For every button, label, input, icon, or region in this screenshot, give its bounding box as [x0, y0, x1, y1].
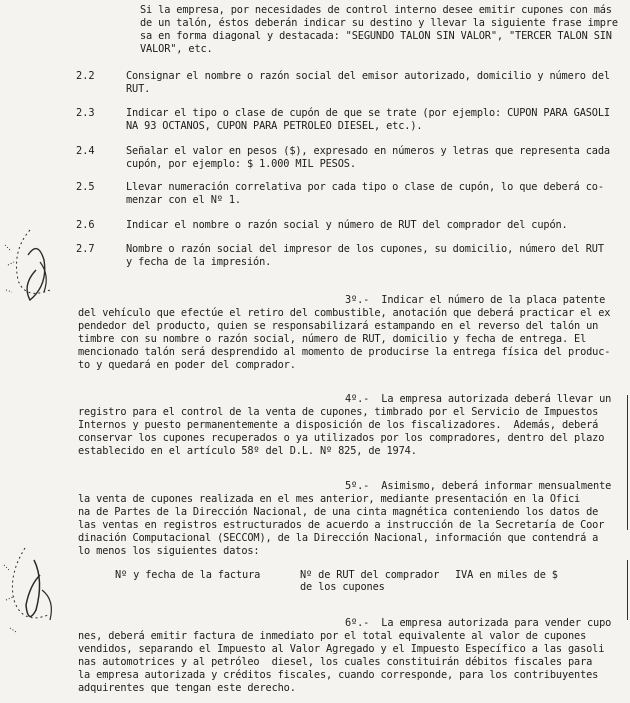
text-line: pendedor del producto, quien se responsabilizará estampando en el reverso del talón un: [78, 320, 599, 332]
data-field-rut-cont: de los cupones: [300, 581, 385, 593]
text-line: mencionado talón será desprendido al momento de producirse la entrega física del produc-: [78, 346, 611, 358]
item-number: 2.6: [76, 219, 95, 231]
text-line: las ventas en registros estructurados de acuerdo a instrucción de la Secretaría de Coor: [78, 519, 605, 531]
item-number: 2.5: [76, 181, 95, 193]
text-line: vendidos, separando el Impuesto al Valor Agregado y el Impuesto Específico a las gasoli: [78, 643, 605, 655]
margin-rule: [627, 560, 628, 620]
text-line: Nombre o razón social del impresor de los cupones, su domicilio, número del RUT: [126, 243, 604, 255]
section-lead: 5º.- Asimismo, deberá informar mensualmente: [345, 480, 612, 492]
stamp-mark-icon: [0, 0, 80, 703]
margin-rule: [627, 395, 628, 530]
text-line: la empresa autorizada y créditos fiscales, cuando corresponde, para los contribuyentes: [78, 669, 599, 681]
text-line: cupón, por ejemplo: $ 1.000 MIL PESOS.: [126, 158, 356, 170]
section-lead: 4º.- La empresa autorizada deberá llevar un: [345, 393, 612, 405]
text-line: la venta de cupones realizada en el mes anterior, mediante presentación en la Ofici: [78, 493, 581, 505]
text-line: timbre con su nombre o razón social, número de RUT, domicilio y fecha de entrega. El: [78, 333, 587, 345]
text-line: y fecha de la impresión.: [126, 256, 272, 268]
text-line: establecido en el artículo 58º del D.L. Nº 825, de 1974.: [78, 445, 417, 457]
section-lead: 3º.- Indicar el número de la placa patente: [345, 294, 606, 306]
item-number: 2.7: [76, 243, 95, 255]
text-line: registro para el control de la venta de cupones, timbrado por el Servicio de Impuestos: [78, 406, 599, 418]
text-line: Indicar el nombre o razón social y número de RUT del comprador del cupón.: [126, 219, 568, 231]
text-line: sa en forma diagonal y destacada: "SEGUNDO TALON SIN VALOR", "TERCER TALON SIN: [140, 30, 612, 42]
text-line: Señalar el valor en pesos ($), expresado en números y letras que representa cada: [126, 145, 610, 157]
text-line: RUT.: [126, 83, 151, 95]
text-line: to y quedará en poder del comprador.: [78, 359, 296, 371]
text-line: del vehículo que efectúe el retiro del combustible, anotación que deberá practicar el ex: [78, 307, 611, 319]
text-line: Consignar el nombre o razón social del emisor autorizado, domicilio y número del: [126, 70, 610, 82]
section-lead: 6º.- La empresa autorizada para vender cupo: [345, 617, 612, 629]
text-line: lo menos los siguientes datos:: [78, 545, 260, 557]
text-line: na de Partes de la Dirección Nacional, de una cinta magnética conteniendo los datos de: [78, 506, 599, 518]
text-line: Indicar el tipo o clase de cupón de que se trate (por ejemplo: CUPON PARA GASOLI: [126, 107, 610, 119]
data-field-invoice: Nº y fecha de la factura: [115, 569, 261, 581]
text-line: Si la empresa, por necesidades de control interno desee emitir cupones con más: [140, 4, 612, 16]
data-field-rut: Nº de RUT del comprador: [300, 569, 440, 581]
text-line: NA 93 OCTANOS, CUPON PARA PETROLEO DIESEL, etc.).: [126, 120, 423, 132]
data-field-iva: IVA en miles de $: [455, 569, 558, 581]
text-line: adquirentes que tengan este derecho.: [78, 682, 296, 694]
text-line: de un talón, éstos deberán indicar su destino y llevar la siguiente frase impre: [140, 17, 618, 29]
text-line: dinación Computacional (SECCOM), de la Dirección Nacional, información que contendrá a: [78, 532, 599, 544]
text-line: Llevar numeración correlativa por cada tipo o clase de cupón, lo que deberá co-: [126, 181, 604, 193]
text-line: conservar los cupones recuperados o ya utilizados por los compradores, dentro del plazo: [78, 432, 605, 444]
item-number: 2.4: [76, 145, 95, 157]
text-line: menzar con el Nº 1.: [126, 194, 241, 206]
text-line: nas automotrices y al petróleo diesel, los cuales constituirán débitos fiscales para: [78, 656, 593, 668]
item-number: 2.2: [76, 70, 95, 82]
text-line: nes, deberá emitir factura de inmediato por el total equivalente al valor de cupones: [78, 630, 587, 642]
item-number: 2.3: [76, 107, 95, 119]
text-line: Internos y puesto permanentemente a disposición de los fiscalizadores. Además, deberá: [78, 419, 599, 431]
text-line: VALOR", etc.: [140, 43, 213, 55]
